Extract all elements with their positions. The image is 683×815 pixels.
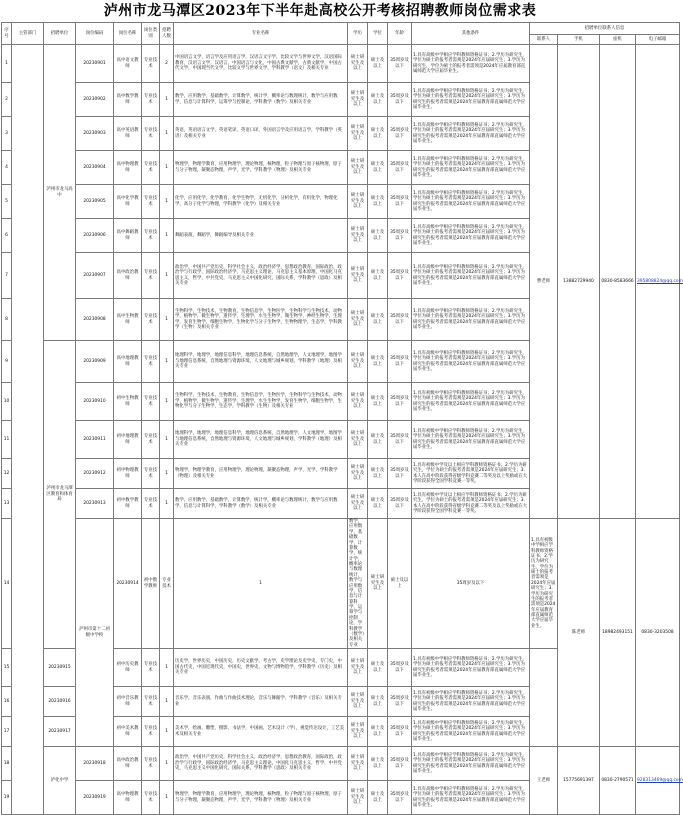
post-name: 高中物理教师 xyxy=(114,151,142,185)
post-code: 20230902 xyxy=(76,83,114,117)
row-number: 9 xyxy=(2,341,12,383)
post-type: 专业技术 xyxy=(142,219,160,253)
post-code: 20230918 xyxy=(76,747,114,781)
major-requirements: 中国语言文学，语言学及应用语言学，汉语言文字学，比较文学与世界文学，汉语国际教育，汉语言文学，汉语言，中国语言与文化，中国古典文献学，古典文献学，中国古代文学，中国现当代文学，比较文学与世界文学，学科教学（语文）及相关专业 xyxy=(174,45,348,83)
degree: 硕士及以上 xyxy=(368,253,388,299)
hire-count: 1 xyxy=(160,747,174,781)
major-requirements: 数学，应用数学，基础数学，计算数学，统计学，概率论与数理统计，数学与应用数学，信息与计算科学，运筹学与控制论，学科教学（数学）及相关专业 xyxy=(348,519,368,649)
degree: 硕士及以上 xyxy=(368,717,388,747)
post-type: 专业技术 xyxy=(142,299,160,341)
post-code: 20230910 xyxy=(76,383,114,421)
degree: 硕士及以上 xyxy=(368,151,388,185)
contact-person: 陈老师 xyxy=(558,519,600,747)
hire-count: 1 xyxy=(160,717,174,747)
education: 硕士研究生及以上 xyxy=(348,219,368,253)
row-number: 17 xyxy=(2,717,12,747)
row-number: 1 xyxy=(2,45,12,83)
header-post: 岗位名称 xyxy=(114,23,142,45)
age-limit: 35周岁及以下 xyxy=(388,117,412,151)
education: 硕士研究生及以上 xyxy=(348,185,368,219)
row-number: 12 xyxy=(2,459,12,489)
age-limit: 35周岁及以下 xyxy=(388,649,412,687)
post-name: 初中地理教师 xyxy=(114,421,142,459)
header-contact: 联系人 xyxy=(530,35,558,45)
degree: 硕士及以上 xyxy=(368,421,388,459)
major-requirements: 物理学，物理学教育，应用物理学，理论物理，核物理，粒子物理与原子核物理，原子与分子物理，凝聚态物理，声学，光学，学科教学（物理）及相关专业 xyxy=(174,151,348,185)
education: 硕士研究生及以上 xyxy=(348,747,368,781)
contact-email: 928313469@qq.com xyxy=(636,747,680,815)
post-type: 专业技术 xyxy=(142,687,160,717)
other-conditions: 1.具有高级中学相应学科教师资格证书；2.学历为研究生，学位为硕士的报考者需须是2024年应届研究生；3.学历为研究生的报考者需须是2024年应届教育部直属师范大学应届毕业生。 xyxy=(412,185,530,219)
post-code: 20230916 xyxy=(44,687,76,717)
row-number: 8 xyxy=(2,299,12,341)
post-name: 高中数学教师 xyxy=(114,83,142,117)
major-requirements: 化学，应用化学，化学教育，化学生物学，无机化学，分析化学，有机化学，物理化学，高分子化学与物理，学科教学（化学）及相关专业 xyxy=(174,185,348,219)
hire-count: 1 xyxy=(160,459,174,489)
other-conditions: 1.具有初级中学相应学科教师资格证书；2.学历为研究生，学位为硕士的报考者需须是2024年应届研究生；3.学历为研究生的报考者需须是2024年应届教育部直属师范大学应届毕业生。 xyxy=(530,519,558,649)
header-age: 年龄 xyxy=(388,23,412,45)
other-conditions: 1.具有高级中学相应学科教师资格证书；2.学历为研究生，学位为硕士的报考者需须是2024年应届研究生；3.学历为研究生的报考者需须是2024年应届教育部直属师范大学应届毕业生。 xyxy=(412,299,530,341)
post-type: 专业技术 xyxy=(142,781,160,815)
post-type: 专业技术 xyxy=(142,489,160,519)
post-type: 专业技术 xyxy=(142,185,160,219)
age-limit: 35周岁及以下 xyxy=(388,687,412,717)
post-code: 20230905 xyxy=(76,185,114,219)
age-limit: 35周岁及以下 xyxy=(388,151,412,185)
post-code: 20230913 xyxy=(76,489,114,519)
contact-email: 395808824@qq.com xyxy=(636,45,680,519)
degree: 硕士及以上 xyxy=(368,299,388,341)
post-code: 20230903 xyxy=(76,117,114,151)
header-mobile: 手机 xyxy=(558,35,600,45)
age-limit: 35周岁及以下 xyxy=(388,185,412,219)
post-name: 初中音乐教师 xyxy=(114,687,142,717)
unit-cell: 泸州市龙马潭区教育和体育局 xyxy=(44,341,76,649)
row-number: 6 xyxy=(2,219,12,253)
degree: 硕士及以上 xyxy=(368,781,388,815)
post-code: 20230919 xyxy=(76,781,114,815)
recruitment-table xyxy=(1,22,683,815)
post-name: 高中政治教师 xyxy=(114,747,142,781)
post-code: 20230912 xyxy=(76,459,114,489)
degree: 硕士及以上 xyxy=(388,519,412,649)
major-requirements: 地理科学，地理学，地理信息科学，地理信息系统，自然地理学，人文地理学，地图学与地理信息系统，自然地理与资源环境，人文地理与城乡规划，学科教学（地理）及相关专业 xyxy=(174,421,348,459)
education: 硕士研究生及以上 xyxy=(348,717,368,747)
post-name: 初中美术教师 xyxy=(114,717,142,747)
major-requirements: 物理学，物理学教育，应用物理学，理论物理，凝聚态物理，声学，光学，学科教学（物理）及相关专业 xyxy=(174,459,348,489)
row-number: 11 xyxy=(2,421,12,459)
degree: 硕士及以上 xyxy=(368,341,388,383)
row-number: 10 xyxy=(2,383,12,421)
other-conditions: 1.具有高级中学相应学科教师资格证书；2.学历为研究生，学位为硕士的报考者需须是2024年应届研究生；3.学历为研究生的报考者需须是2024年应届教育部直属师范大学应届毕业生。 xyxy=(412,117,530,151)
major-requirements: 地理科学，地理学，地理信息科学，地理信息系统，自然地理学，人文地理学，地图学与地理信息系统，自然地理与资源环境，人文地理与城乡规划，学科教学（地理）及相关专业 xyxy=(174,341,348,383)
row-number: 15 xyxy=(2,649,12,687)
post-type: 专业技术 xyxy=(142,253,160,299)
hire-count: 1 xyxy=(160,299,174,341)
hire-count: 1 xyxy=(160,185,174,219)
education: 硕士研究生及以上 xyxy=(368,519,388,649)
dept-cell xyxy=(12,45,44,815)
hire-count: 1 xyxy=(160,781,174,815)
age-limit: 35周岁及以下 xyxy=(388,781,412,815)
age-limit: 35周岁及以下 xyxy=(388,299,412,341)
post-type: 专业技术 xyxy=(142,117,160,151)
other-conditions: 1.具有高级中学相应学科教师资格证书；2.学历为研究生，学位为硕士的报考者需须是2024年应届研究生；3.学历为研究生的报考者需须是2024年应届教育部直属师范大学应届毕业生。 xyxy=(412,219,530,253)
hire-count: 1 xyxy=(160,151,174,185)
hire-count: 1 xyxy=(160,117,174,151)
post-name: 初中数学教师 xyxy=(142,519,160,649)
education: 硕士研究生及以上 xyxy=(348,299,368,341)
other-conditions: 1.具有高级中学相应学科教师资格证书；2.学历为研究生，学位为硕士的报考者需须是2024年应届研究生；3.学历为研究生的报考者需须是2024年应届教育部直属师范大学应届毕业生。 xyxy=(412,747,530,781)
age-limit: 35周岁及以下 xyxy=(388,383,412,421)
major-requirements: 数学，应用数学，基础数学，计算数学，统计学，概率论与数理统计，数学与应用数学，信息与计算科学，运筹学与控制论，学科教学（数学）及相关专业 xyxy=(174,83,348,117)
post-name: 高中英语教师 xyxy=(114,117,142,151)
row-number: 16 xyxy=(2,687,12,717)
age-limit: 35周岁及以下 xyxy=(412,519,530,649)
education: 硕士研究生及以上 xyxy=(348,459,368,489)
post-type: 专业技术 xyxy=(142,717,160,747)
header-dept: 主管部门 xyxy=(12,23,44,45)
row-number: 13 xyxy=(2,489,12,519)
degree: 硕士及以上 xyxy=(368,185,388,219)
age-limit: 35周岁及以下 xyxy=(388,421,412,459)
degree: 硕士及以上 xyxy=(368,747,388,781)
degree: 硕士及以上 xyxy=(368,45,388,83)
education: 硕士研究生及以上 xyxy=(348,489,368,519)
post-code: 20230908 xyxy=(76,299,114,341)
other-conditions: 1.具有初级中学相应学科教师资格证书；2.学历为研究生，学位为硕士的报考者需须是2024年应届研究生；3.学历为研究生的报考者需须是2024年应届教育部直属师范大学应届毕业生。 xyxy=(412,421,530,459)
hire-count: 1 xyxy=(160,83,174,117)
post-code: 20230915 xyxy=(44,649,76,687)
post-type: 专业技术 xyxy=(142,83,160,117)
contact-mobile: 18982493151 xyxy=(600,519,636,747)
age-limit: 35周岁及以下 xyxy=(388,253,412,299)
post-name: 高中语文教师 xyxy=(114,45,142,83)
post-type: 专业技术 xyxy=(142,45,160,83)
table-row xyxy=(2,747,680,781)
table-header-row xyxy=(2,23,680,35)
row-number: 4 xyxy=(2,151,12,185)
post-type: 专业技术 xyxy=(142,383,160,421)
row-number: 3 xyxy=(2,117,12,151)
contact-phone: 0830-3203508 xyxy=(636,519,680,747)
post-name: 高中政治教师 xyxy=(114,253,142,299)
header-code: 岗位编码 xyxy=(76,23,114,45)
post-name: 初中数学教师 xyxy=(114,489,142,519)
header-type: 岗位类别 xyxy=(142,23,160,45)
education: 硕士研究生及以上 xyxy=(348,117,368,151)
post-name: 高中舞蹈教师 xyxy=(114,219,142,253)
hire-count: 1 xyxy=(174,519,348,649)
post-type: 专业技术 xyxy=(142,341,160,383)
post-code: 20230917 xyxy=(44,717,76,747)
education: 硕士研究生及以上 xyxy=(348,421,368,459)
other-conditions: 1.具有高级中学相应学科教师资格证书；2.学历为研究生，学位为硕士的报考者需须是2024年应届研究生；3.学历为研究生，学位为硕士的报考者需须是2024年应届教育部直属师范大学应届毕业生。 xyxy=(412,45,530,83)
other-conditions: 1.具有高级中学相应学科教师资格证书；2.学历为研究生，学位为硕士的报考者需须是2024年应届研究生；3.学历为研究生的报考者需须是2024年应届教育部直属师范大学应届毕业生。 xyxy=(412,151,530,185)
education: 硕士研究生及以上 xyxy=(348,83,368,117)
header-no: 序号 xyxy=(2,23,12,45)
age-limit: 35周岁及以下 xyxy=(388,747,412,781)
age-limit: 35周岁及以下 xyxy=(388,219,412,253)
other-conditions: 1.具有初级中学相应学科教师资格证书；2.学历为研究生，学位为硕士的报考者需须是2024年应届研究生；3.学历为研究生的报考者需须是2024年应届教育部直属师范大学应届毕业生。 xyxy=(412,649,530,687)
row-number: 18 xyxy=(2,747,12,781)
post-type: 专业技术 xyxy=(142,459,160,489)
other-conditions: 1.具有高级中学相应学科教师资格证书；2.学历为研究生，学位为硕士的报考者需须是2024年应届研究生；3.学历为研究生的报考者需须是2024年应届教育部直属师范大学应届毕业生。 xyxy=(412,781,530,815)
education: 硕士研究生及以上 xyxy=(348,45,368,83)
major-requirements: 生物科学，生物技术，生物教育，生物信息学，生物医学，生物科学与生物技术，动物学，植物学，微生物学，遗传学，生理学，水生生物学，发育生物学，细胞生物学，生物化学与分子生物学，生态学，学科教学（生物）及相关专业 xyxy=(174,383,348,421)
post-name: 高中物理教师 xyxy=(114,781,142,815)
other-conditions: 1.具有初级中学及以上相应学科教师资格证书；2.学历为研究生，学位为硕士的报考者需须是2024年应届研究生；3.本人在高中阶段获得省级学科竞赛二等奖及以上奖励或在大学阶段获得全国学科竞赛一等奖。 xyxy=(412,459,530,489)
unit-cell: 泸州市第十二初级中学校 xyxy=(76,519,114,747)
degree: 硕士及以上 xyxy=(368,219,388,253)
post-code: 20230914 xyxy=(114,519,142,649)
major-requirements: 历史学，世界历史，中国历史，历史文献学，考古学，史学理论及史学史，专门史，中国古代史，中国近现代史，中国史，世界史，文物与博物馆学，学科教学（历史）及相关专业 xyxy=(174,649,348,687)
contact-person: 王老师 xyxy=(530,747,558,815)
post-name: 初中生物教师 xyxy=(114,383,142,421)
degree: 硕士及以上 xyxy=(368,383,388,421)
education: 硕士研究生及以上 xyxy=(348,781,368,815)
row-number: 19 xyxy=(2,781,12,815)
post-code: 20230904 xyxy=(76,151,114,185)
other-conditions: 1.具有初级中学相应学科教师资格证书；2.学历为研究生，学位为硕士的报考者需须是2024年应届研究生；3.学历为研究生的报考者需须是2024年应届教育部直属师范大学应届毕业生。 xyxy=(412,687,530,717)
post-name: 高中地理教师 xyxy=(114,341,142,383)
major-requirements: 政治学，中国共产党历史，科学社会主义，政治经济学，思想政治教育，国际政治，政治学与行政学，国际政治经济学，马克思主义理论，中国化马克思主义，哲学，中共党史，马克思主义中国化研究，国际关系，学科教学（思政）及相关专业 xyxy=(174,747,348,781)
header-other: 其他条件 xyxy=(412,23,530,45)
unit-cell: 泸州市龙马高中 xyxy=(44,45,76,341)
post-type: 专业技术 xyxy=(142,747,160,781)
age-limit: 35周岁及以下 xyxy=(388,45,412,83)
contact-person: 曹老师 xyxy=(530,45,558,519)
age-limit: 35周岁及以下 xyxy=(388,459,412,489)
table-body xyxy=(2,45,683,815)
age-limit: 35周岁及以下 xyxy=(388,717,412,747)
degree: 硕士及以上 xyxy=(368,649,388,687)
row-number: 2 xyxy=(2,83,12,117)
major-requirements: 舞蹈表演，舞蹈学，舞蹈编导及相关专业 xyxy=(174,219,348,253)
major-requirements: 英语，英语语言文学，英语笔译，英语口译，外国语言学及应用语言学，学科教学（英语）及相关专业 xyxy=(174,117,348,151)
hire-count: 1 xyxy=(160,687,174,717)
header-degree: 学位 xyxy=(368,23,388,45)
other-conditions: 1.具有初级中学相应学科教师资格证书；2.学历为研究生，学位为硕士的报考者需须是2024年应届研究生；3.学历为研究生的报考者需须是2024年应届教育部直属师范大学应届毕业生。 xyxy=(412,717,530,747)
header-count: 招聘人数 xyxy=(160,23,174,45)
header-phone: 座机 xyxy=(600,35,636,45)
hire-count: 1 xyxy=(160,383,174,421)
degree: 硕士及以上 xyxy=(368,117,388,151)
post-code: 20230909 xyxy=(76,341,114,383)
education: 硕士研究生及以上 xyxy=(348,253,368,299)
post-name: 高中化学教师 xyxy=(114,185,142,219)
education: 硕士研究生及以上 xyxy=(348,383,368,421)
major-requirements: 音乐学，音乐表演，作曲与作曲技术理论，音乐与舞蹈学，学科教学（音乐）及相关专业 xyxy=(174,687,348,717)
hire-count: 1 xyxy=(160,489,174,519)
post-type: 专业技术 xyxy=(142,421,160,459)
post-name: 初中物理教师 xyxy=(114,459,142,489)
hire-count: 1 xyxy=(160,341,174,383)
contact-phone: 0830-8583666 xyxy=(600,45,636,519)
post-name: 高中生物教师 xyxy=(114,299,142,341)
degree: 硕士及以上 xyxy=(368,83,388,117)
hire-count: 1 xyxy=(160,649,174,687)
post-type: 专业技术 xyxy=(142,151,160,185)
row-number: 5 xyxy=(2,185,12,219)
major-requirements: 物理学，物理学教育，应用物理学，理论物理，核物理，粒子物理与原子核物理，原子与分子物理，凝聚态物理，声学，光学，学科教学（物理）及相关专业 xyxy=(174,781,348,815)
hire-count: 1 xyxy=(160,219,174,253)
post-code: 20230901 xyxy=(76,45,114,83)
unit-cell: 泸化中学 xyxy=(44,747,76,815)
contact-mobile: 15775691397 xyxy=(558,747,600,815)
age-limit: 35周岁及以下 xyxy=(388,341,412,383)
education: 硕士研究生及以上 xyxy=(348,687,368,717)
hire-count: 2 xyxy=(160,45,174,83)
education: 硕士研究生及以上 xyxy=(348,649,368,687)
major-requirements: 美术学，绘画，雕塑，摄影，书法学，中国画，艺术设计（学），视觉传达设计，工艺美术及相关专业 xyxy=(174,717,348,747)
post-type: 专业技术 xyxy=(160,519,174,649)
degree: 硕士及以上 xyxy=(368,687,388,717)
hire-count: 1 xyxy=(160,253,174,299)
age-limit: 35周岁及以下 xyxy=(388,489,412,519)
post-type: 专业技术 xyxy=(142,649,160,687)
post-code: 20230907 xyxy=(76,253,114,299)
other-conditions: 1.具有高级中学相应学科教师资格证书；2.学历为研究生，学位为硕士的报考者需须是2024年应届研究生；3.学历为研究生的报考者需须是2024年应届教育部直属师范大学应届毕业生。 xyxy=(412,341,530,383)
header-unit: 招聘单位 xyxy=(44,23,76,45)
table-row xyxy=(2,45,680,83)
contact-phone: 0830-2790571 xyxy=(600,747,636,815)
major-requirements: 生物科学，生物技术，生物教育，生物信息学，生物医学，生物科学与生物技术，动物学，植物学，微生物学，遗传学，生理学，水生生物学，微生物学，神经生物学，生理学，发育生物学，细胞生物学，生物化学与分子生物学，生物物理学，生态学，学科教学（生物）及相关专业 xyxy=(174,299,348,341)
degree: 硕士及以上 xyxy=(368,459,388,489)
header-edu: 学历 xyxy=(348,23,368,45)
header-email: 电子邮箱 xyxy=(636,35,680,45)
education: 硕士研究生及以上 xyxy=(348,151,368,185)
education: 硕士研究生及以上 xyxy=(348,341,368,383)
degree: 硕士及以上 xyxy=(368,489,388,519)
other-conditions: 1.具有高级中学相应学科教师资格证书；2.学历为研究生，学位为硕士的报考者需须是2024年应届研究生；3.学历为研究生的报考者需须是2024年应届教育部直属师范大学应届毕业生。 xyxy=(412,83,530,117)
major-requirements: 数学，应用数学，基础数学，计算数学，统计学，概率论与数理统计，数学与应用数学，信息与计算科学，学科教学（数学）及相关专业 xyxy=(174,489,348,519)
hire-count: 1 xyxy=(160,421,174,459)
other-conditions: 1.具有高级中学相应学科教师资格证书；2.学历为研究生，学位为硕士的报考者需须是2024年应届研究生；3.学历为研究生的报考者需须是2024年应届教育部直属师范大学应届毕业生。 xyxy=(412,253,530,299)
row-number: 7 xyxy=(2,253,12,299)
page-title: 泸州市龙马潭区2023年下半年赴高校公开考核招聘教师岗位需求表 xyxy=(103,3,537,19)
major-requirements: 政治学，中国共产党历史，科学社会主义，政治经济学，思想政治教育，国际政治，政治学与行政学，国际政治经济学，马克思主义理论，马克思主义基本原理，中国化马克思主义，哲学，中共党史，马克思主义中国化研究，国际关系，学科教学（思政）及相关专业 xyxy=(174,253,348,299)
table-row xyxy=(2,519,680,649)
post-code: 20230911 xyxy=(76,421,114,459)
other-conditions: 1.具有初级中学及以上相应学科教师资格证书；2.学历为研究生，学位为硕士的报考者需须是2024年应届研究生；3.本人在高中阶段获得省级学科竞赛二等奖及以上奖励或在大学阶段获得全国学科竞赛一等奖。 xyxy=(412,489,530,519)
post-name: 初中历史教师 xyxy=(114,649,142,687)
age-limit: 35周岁及以下 xyxy=(388,83,412,117)
post-code: 20230906 xyxy=(76,219,114,253)
row-number: 14 xyxy=(2,519,12,649)
other-conditions: 1.具有初级中学相应学科教师资格证书；2.学历为研究生，学位为硕士的报考者需须是2024年应届研究生；3.学历为研究生的报考者需须是2024年应届教育部直属师范大学应届毕业生。 xyxy=(412,383,530,421)
header-major: 专业名称 xyxy=(174,23,348,45)
contact-mobile: 13882729940 xyxy=(558,45,600,519)
header-contact-group: 招聘单位联系人信息 xyxy=(530,23,680,35)
